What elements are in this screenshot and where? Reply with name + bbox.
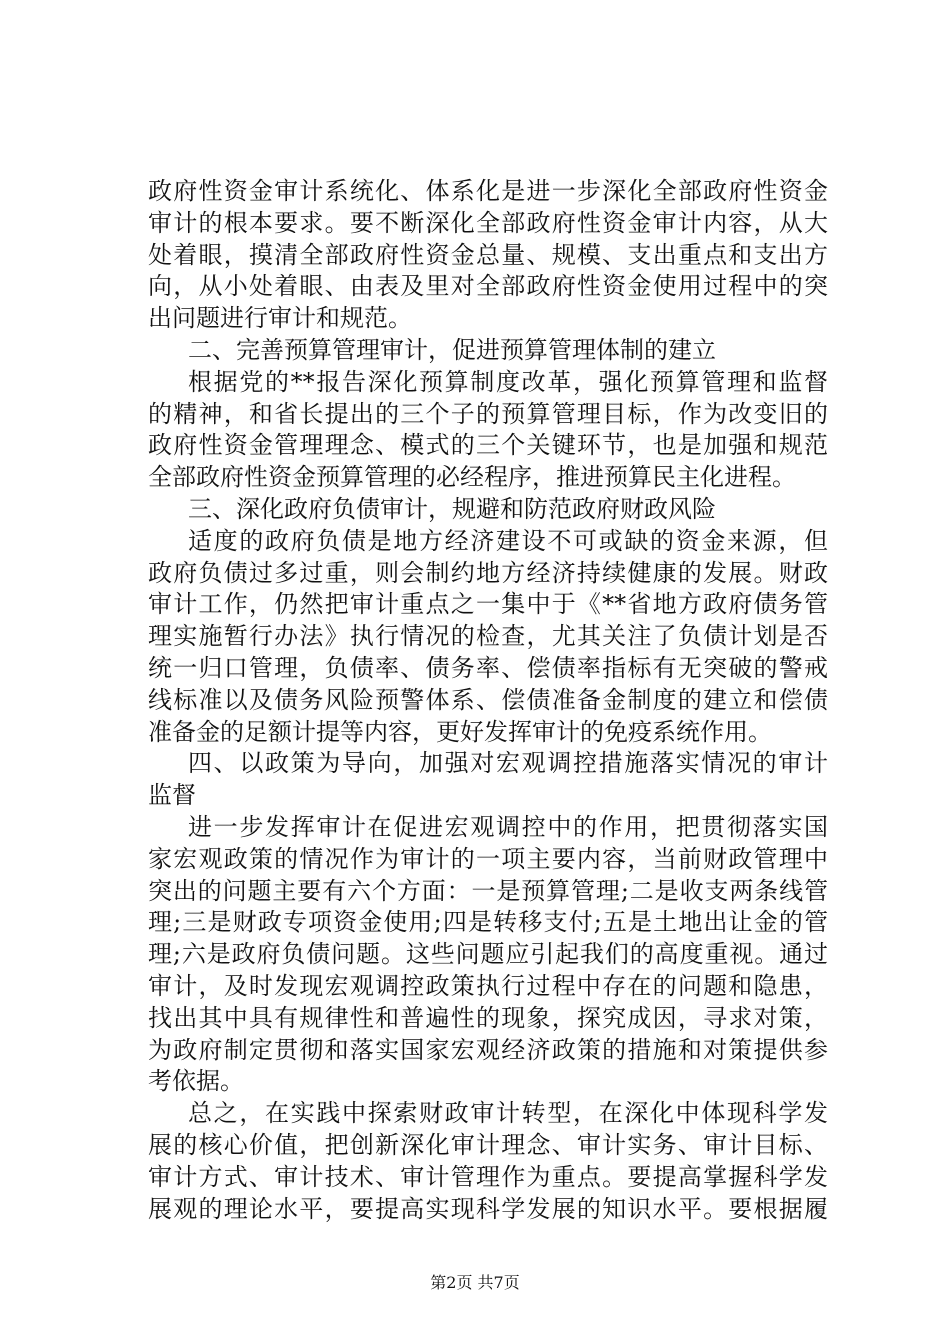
paragraph-line: 准备金的足额计提等内容，更好发挥审计的免疫系统作用。	[148, 717, 772, 746]
paragraph-line: 的精神，和省长提出的三个子的预算管理目标，作为改变旧的	[148, 399, 828, 428]
page-number-footer: 第2页 共7页	[430, 1273, 520, 1292]
paragraph-line: 展观的理论水平，要提高实现科学发展的知识水平。要根据履	[148, 1194, 828, 1223]
paragraph-line: 考依据。	[148, 1067, 244, 1096]
paragraph-line: 审计方式、审计技术、审计管理作为重点。要提高掌握科学发	[148, 1162, 828, 1191]
paragraph-line: 总之，在实践中探索财政审计转型，在深化中体现科学发	[188, 1099, 828, 1128]
paragraph-line: 展的核心价值，把创新深化审计理念、审计实务、审计目标、	[148, 1131, 828, 1159]
section-heading: 四、以政策为导向，加强对宏观调控措施落实情况的审计	[188, 749, 828, 778]
paragraph-line: 向，从小处着眼、由表及里对全部政府性资金使用过程中的突	[148, 272, 828, 301]
section-heading: 二、完善预算管理审计，促进预算管理体制的建立	[188, 336, 716, 364]
paragraph-line: 处着眼，摸清全部政府性资金总量、规模、支出重点和支出方	[148, 240, 828, 269]
paragraph-line: 审计工作，仍然把审计重点之一集中于《**省地方政府债务管	[148, 590, 828, 619]
paragraph-line: 政府性资金管理理念、模式的三个关键环节，也是加强和规范	[148, 431, 828, 460]
paragraph-line: 政府负债过多过重，则会制约地方经济持续健康的发展。财政	[148, 558, 828, 587]
paragraph-line: 为政府制定贯彻和落实国家宏观经济政策的措施和对策提供参	[148, 1035, 828, 1064]
section-heading-continued: 监督	[148, 781, 196, 810]
paragraph-line: 审计，及时发现宏观调控政策执行过程中存在的问题和隐患，	[148, 972, 828, 1000]
paragraph-line: 统一归口管理，负债率、债务率、偿债率指标有无突破的警戒	[148, 654, 828, 682]
paragraph-line: 家宏观政策的情况作为审计的一项主要内容，当前财政管理中	[148, 844, 828, 873]
paragraph-line: 根据党的**报告深化预算制度改革，强化预算管理和监督	[188, 367, 828, 396]
paragraph-line: 理;六是政府负债问题。这些问题应引起我们的高度重视。通过	[148, 940, 828, 969]
paragraph-line: 进一步发挥审计在促进宏观调控中的作用，把贯彻落实国	[188, 813, 828, 841]
paragraph-line: 全部政府性资金预算管理的必经程序，推进预算民主化进程。	[148, 463, 796, 492]
paragraph-line: 线标准以及债务风险预警体系、偿债准备金制度的建立和偿债	[148, 685, 828, 714]
paragraph-line: 理;三是财政专项资金使用;四是转移支付;五是土地出让金的管	[148, 908, 828, 937]
paragraph-line: 审计的根本要求。要不断深化全部政府性资金审计内容，从大	[148, 208, 828, 237]
paragraph-line: 政府性资金审计系统化、体系化是进一步深化全部政府性资金	[148, 177, 828, 205]
paragraph-line: 突出的问题主要有六个方面：一是预算管理;二是收支两条线管	[148, 876, 828, 905]
paragraph-line: 适度的政府负债是地方经济建设不可或缺的资金来源，但	[188, 526, 828, 555]
paragraph-line: 理实施暂行办法》执行情况的检查，尤其关注了负债计划是否	[148, 622, 828, 651]
paragraph-line: 出问题进行审计和规范。	[148, 304, 412, 333]
section-heading: 三、深化政府负债审计，规避和防范政府财政风险	[188, 495, 716, 523]
paragraph-line: 找出其中具有规律性和普遍性的现象，探究成因，寻求对策，	[148, 1003, 828, 1032]
